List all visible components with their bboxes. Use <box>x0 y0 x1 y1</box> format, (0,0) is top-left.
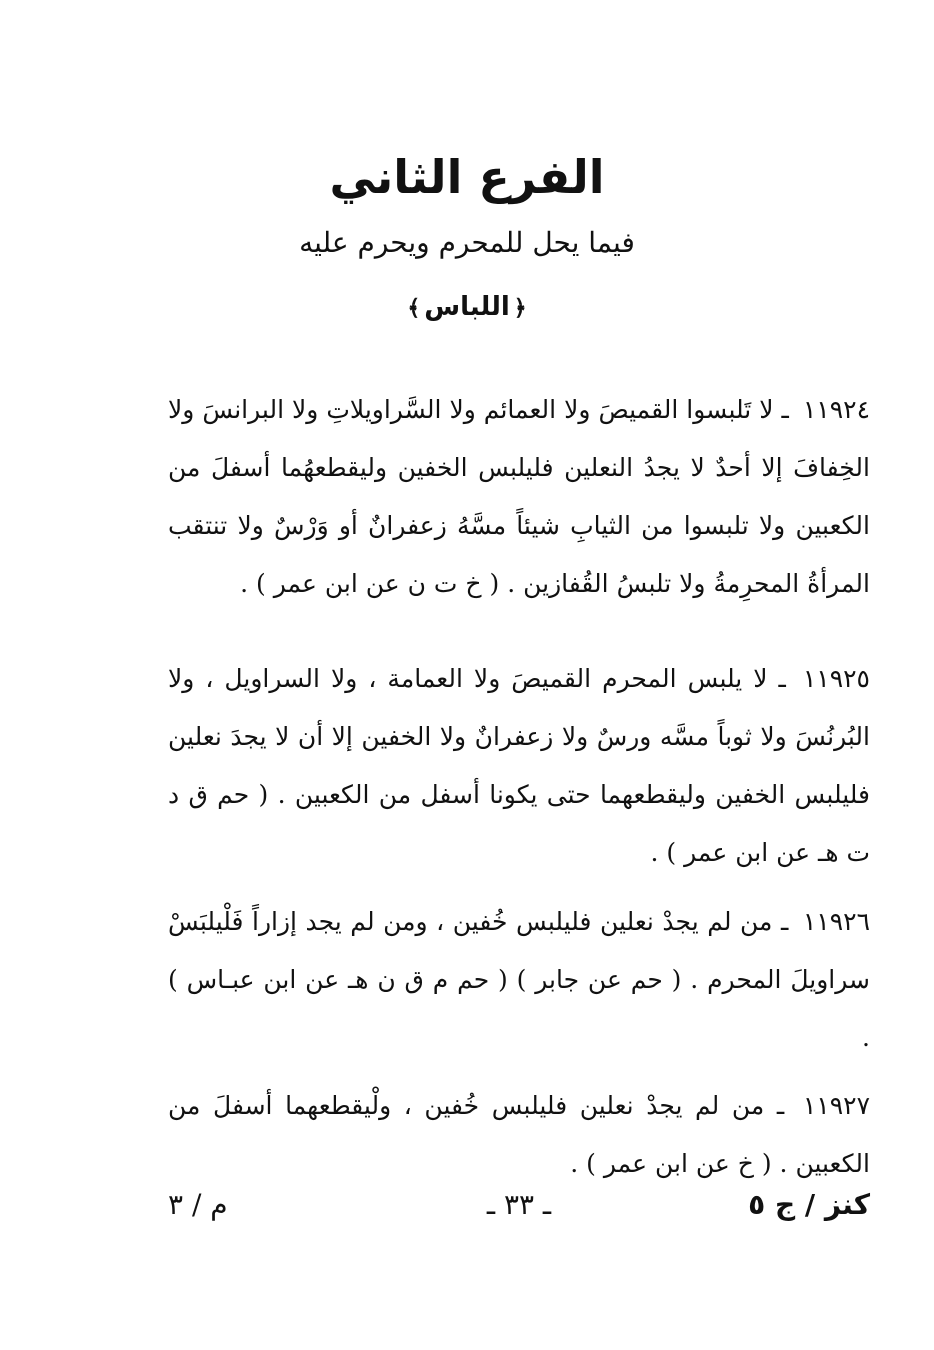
hadith-paragraph <box>168 381 870 613</box>
chapter-subheading: فيما يحل للمحرم ويحرم عليه <box>299 226 635 259</box>
section-title <box>0 292 934 322</box>
hadith-number: ١١٩٢٤ <box>802 395 870 424</box>
page-footer <box>168 1188 870 1238</box>
print-signature: م / ٣ <box>168 1188 228 1221</box>
ornament-right-icon: ﴿ <box>513 296 527 321</box>
hadith-paragraph <box>168 893 870 1067</box>
hadith-number: ١١٩٢٦ <box>802 907 871 936</box>
hadith-text: ـ لا يلبس المحرم القميصَ ولا العمامة ، ولا السراويل ، ولا البُرنُسَ ولا ثوباً مسَّه ورسٌ ولا زعفرانٌ ولا الخفين إلا أن لا يجدَ نعلين فليلبس الخفين وليقطعهما حتى يكونا أسفل من الكعبين . ( حم ق د ت هـ عن ابن عمر ) . <box>168 664 870 867</box>
section-title-label: اللباس <box>424 292 510 322</box>
hadith-text: ـ لا تَلبسوا القميصَ ولا العمائم ولا السَّراويلاتِ ولا البرانسَ ولا الخِفافَ إلا أحدٌ لا يجدُ النعلين فليلبس الخفين وليقطعهُما أسفلَ من الكعبين ولا تلبسوا من الثيابِ شيئاً مسَّهُ زعفرانٌ أو وَرْسٌ ولا تنتقب المرأةُ المحرِمةُ ولا تلبسُ القُفازين . ( خ ت ن عن ابن عمر ) . <box>168 395 870 598</box>
page-number: ـ ٣٣ ـ <box>486 1188 552 1221</box>
hadith-number: ١١٩٢٧ <box>802 1091 871 1120</box>
hadith-paragraph <box>168 650 870 882</box>
hadith-paragraph <box>168 1077 870 1193</box>
hadith-text: ـ من لم يجدْ نعلين فليلبس خُفين ، ولْيقطعهما أسفلَ من الكعبين . ( خ عن ابن عمر ) . <box>168 1091 870 1178</box>
volume-signature: كنز / ج ٥ <box>748 1188 870 1221</box>
ornament-left-icon: ﴾ <box>407 296 421 321</box>
hadith-number: ١١٩٢٥ <box>802 664 870 693</box>
chapter-heading: الفرع الثاني <box>329 150 605 204</box>
hadith-text: ـ من لم يجدْ نعلين فليلبس خُفين ، ومن لم يجد إزاراً فَلْيلبَسْ سراويلَ المحرم . ( حم عن جابر ) ( حم م ق ن هـ عن ابن عبـاس ) . <box>168 907 870 1052</box>
